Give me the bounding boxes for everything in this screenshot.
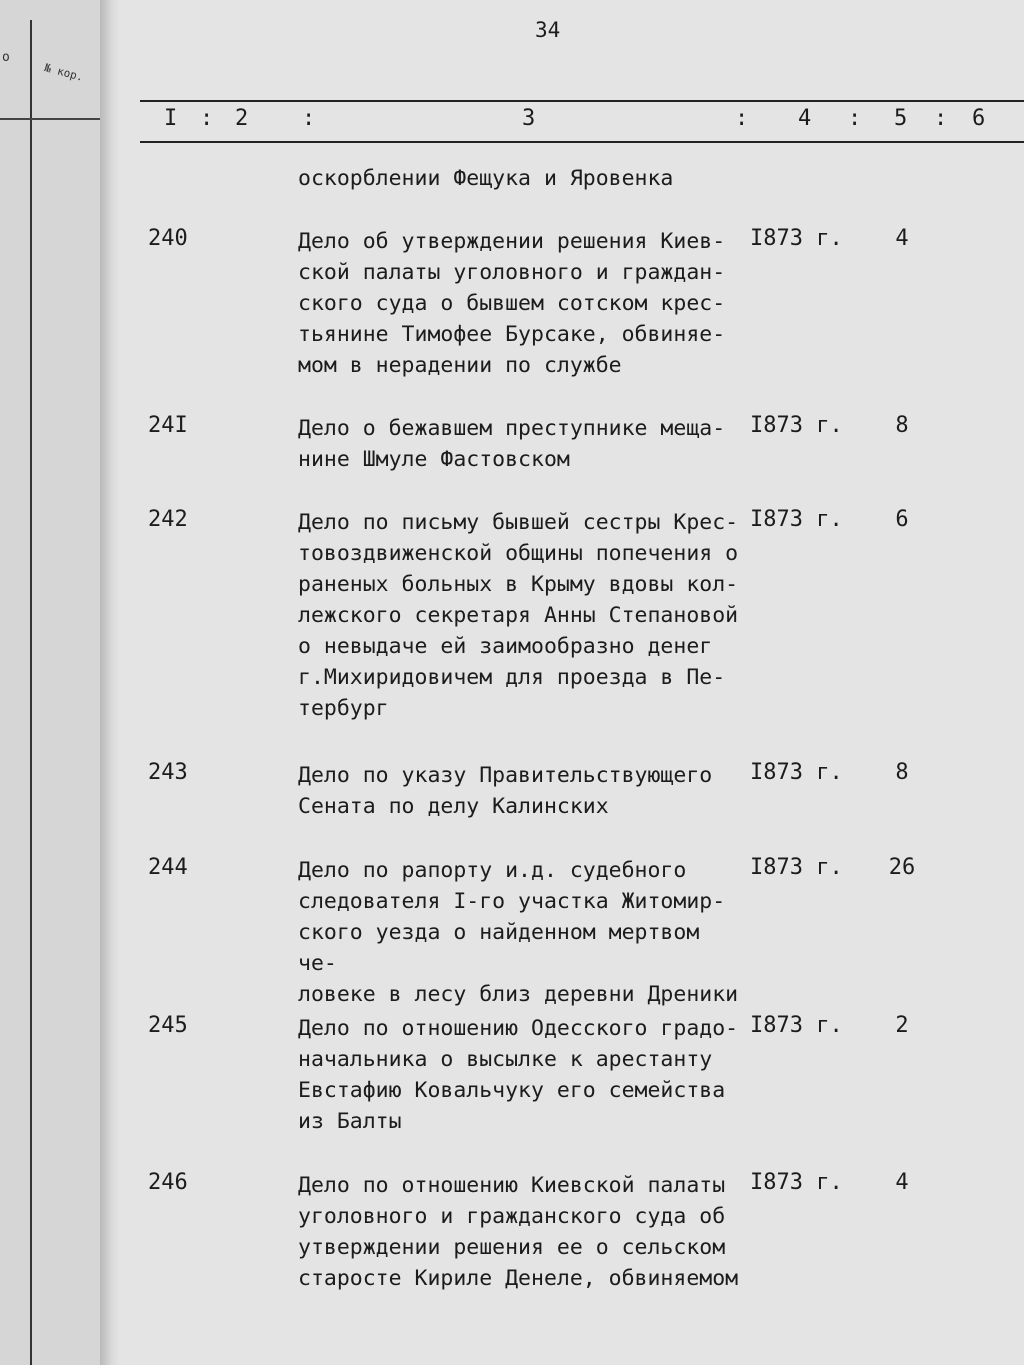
entry-number: 240: [148, 226, 188, 251]
column-header-fragment: о: [2, 50, 10, 65]
entry-year: I873 г.: [750, 1170, 843, 1195]
entry-sheet-count: 2: [895, 1013, 909, 1038]
entry-description: Дело по отношению Одесского градо- начальника о высылке к арестанту Евстафию Ковальчуку его семейства из Балты: [298, 1016, 739, 1134]
entry-year: I873 г.: [750, 760, 843, 785]
column-header-6: 6: [972, 106, 986, 131]
column-separator: :: [848, 106, 862, 131]
entry-description: Дело по рапорту и.д. судебного следователя I-го участка Житомир- ского уезда о найденном мертвом че- ловеке в лесу близ деревни Дреники: [298, 858, 739, 1007]
header-rule: [0, 118, 100, 120]
column-separator: :: [302, 106, 316, 131]
entry-number: 24I: [148, 413, 188, 438]
column-header-1: I: [164, 106, 178, 131]
entry-sheet-count: 4: [895, 226, 909, 251]
book-spine-shadow: [100, 0, 120, 1365]
continuation-text: оскорблении Фещука и Яровенка: [298, 166, 674, 191]
page-number: 34: [535, 18, 561, 42]
entry-description: Дело об утверждении решения Киев- ской палаты уголовного и граждан- ского суда о бывшем сотском крес- тьянине Тимофее Бурсаке, обвиняе- мом в нерадении по службе: [298, 229, 726, 378]
previous-page-edge: [0, 0, 100, 1365]
column-header-5: 5: [894, 106, 908, 131]
column-header-2: 2: [235, 106, 249, 131]
table-border-line: [30, 20, 32, 1365]
entry-description: Дело по указу Правительствующего Сената по делу Калинских: [298, 763, 713, 819]
column-separator: :: [200, 106, 214, 131]
entry-sheet-count: 8: [895, 413, 909, 438]
entry-number: 243: [148, 760, 188, 785]
entry-year: I873 г.: [750, 507, 843, 532]
document-page: [120, 0, 1024, 1365]
entry-sheet-count: 26: [888, 855, 916, 880]
entry-year: I873 г.: [750, 855, 843, 880]
entry-number: 242: [148, 507, 188, 532]
column-header-3: 3: [522, 106, 536, 131]
entry-year: I873 г.: [750, 413, 843, 438]
entry-description: Дело по отношению Киевской палаты уголовного и гражданского суда об утверждении решения ее о сельском старосте Кириле Денеле, обвиняемом: [298, 1173, 739, 1291]
header-top-rule: [140, 100, 1024, 102]
entry-year: I873 г.: [750, 226, 843, 251]
header-bottom-rule: [140, 141, 1024, 143]
entry-description: Дело о бежавшем преступнике меща- нине Шмуле Фастовском: [298, 416, 726, 472]
column-separator: :: [934, 106, 948, 131]
entry-sheet-count: 6: [895, 507, 909, 532]
column-separator: :: [735, 106, 749, 131]
entry-number: 244: [148, 855, 188, 880]
entry-sheet-count: 4: [895, 1170, 909, 1195]
column-header-4: 4: [798, 106, 812, 131]
entry-number: 245: [148, 1013, 188, 1038]
entry-year: I873 г.: [750, 1013, 843, 1038]
entry-description: Дело по письму бывшей сестры Крес- товоздвиженской общины попечения о раненых больных в Крыму вдовы кол- лежского секретаря Анны Степановой о невыдаче ей заимообразно денег г.Михиридовичем для проезда в Пе- тербург: [298, 510, 739, 721]
entry-sheet-count: 8: [895, 760, 909, 785]
korob-column-header: № кор.: [42, 61, 85, 84]
entry-number: 246: [148, 1170, 188, 1195]
